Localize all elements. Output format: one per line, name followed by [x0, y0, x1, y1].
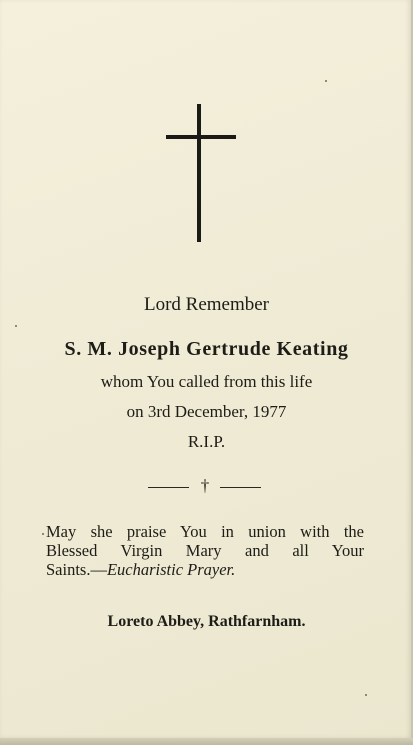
divider-rule-left — [148, 487, 189, 488]
date-of-death: on 3rd December, 1977 — [126, 402, 287, 421]
prayer-line-3 — [46, 560, 364, 579]
paper-speck — [42, 533, 44, 535]
divider-rule-right — [220, 487, 261, 488]
prayer-source: Eucharistic Prayer. — [106, 560, 236, 579]
paper-speck — [15, 325, 17, 327]
paper-speck — [365, 694, 367, 696]
prayer-line-1: May she praise You in union with the — [46, 522, 364, 541]
card-bottom-edge — [0, 738, 413, 745]
cross-icon — [166, 104, 236, 242]
deceased-name: S. M. Joseph Gertrude Keating — [64, 338, 349, 360]
called-line: whom You called from this life — [100, 372, 313, 391]
prayer-line-2: Blessed Virgin Mary and all Your — [46, 541, 364, 560]
dagger-icon: † — [200, 476, 210, 495]
rip-text: R.I.P. — [187, 432, 226, 451]
card-heading: Lord Remember — [143, 294, 270, 315]
prayer-text — [46, 522, 364, 579]
prayer-attribution-prefix: Saints.— — [46, 560, 107, 579]
paper-speck — [325, 80, 327, 82]
divider — [148, 476, 262, 496]
location-text: Loreto Abbey, Rathfarnham. — [107, 613, 306, 630]
